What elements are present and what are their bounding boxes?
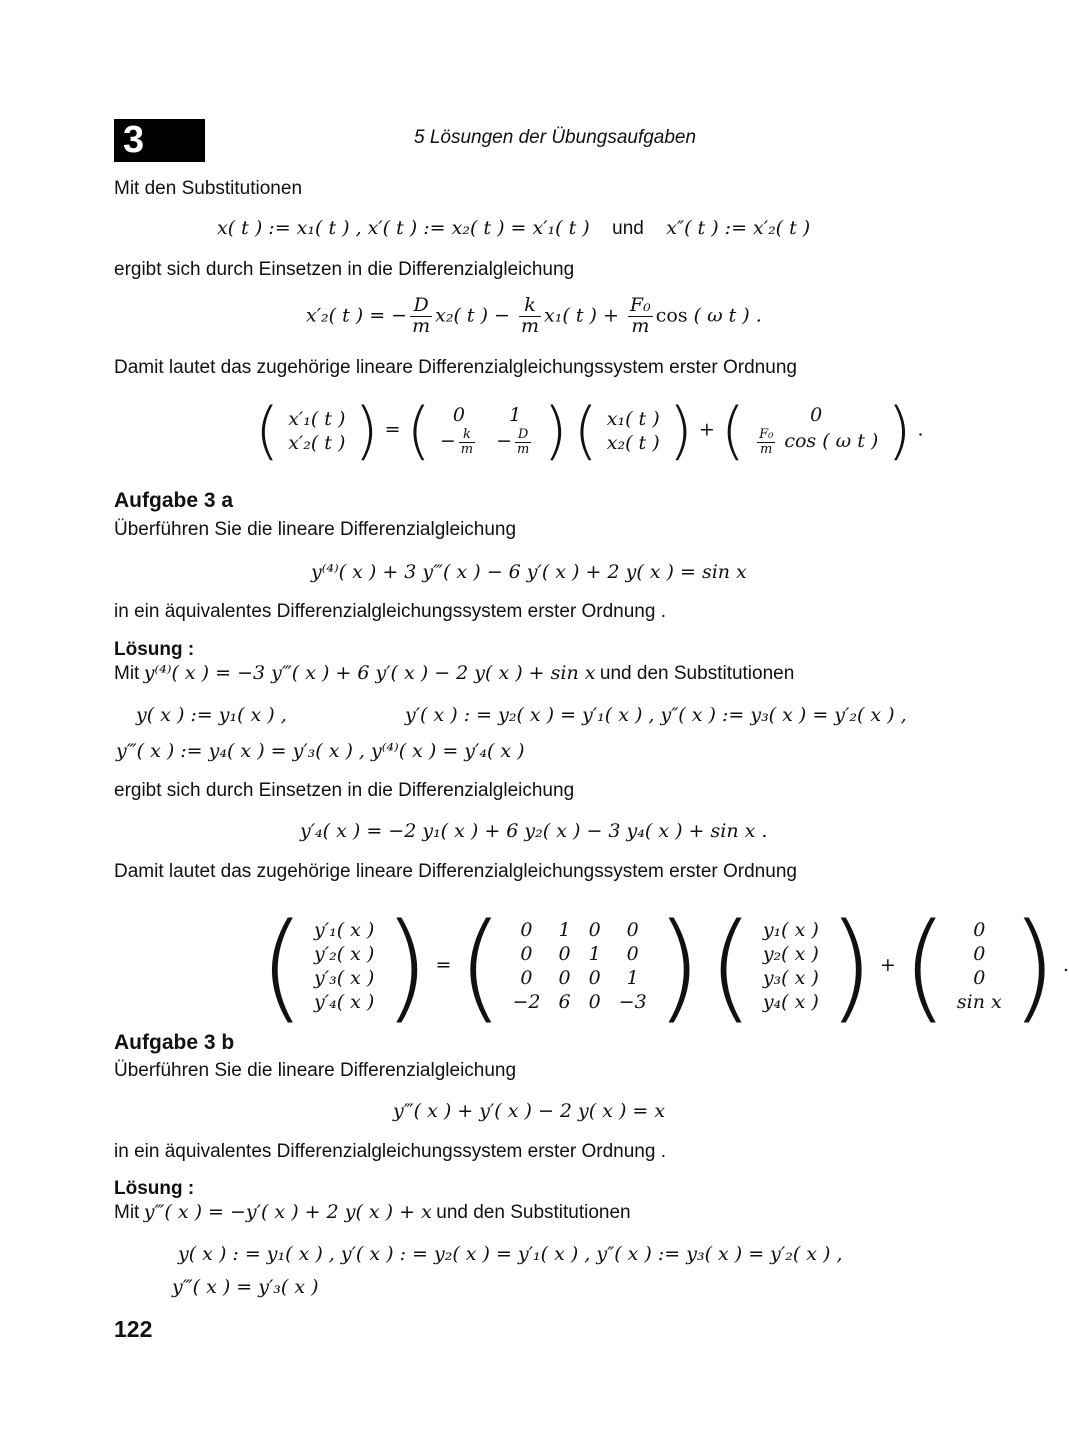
equation-x2-prime: x′₂( t ) = − $\frac{D}{m}$ x₂( t ) − $\frac{k}{m}$ x₁( t ) + $\frac{\text{F₀}}{m}$ cos ( ω t ) . xyxy=(306,294,762,337)
chapter-badge: 3 xyxy=(114,119,205,162)
exercise-3b-text2: in ein äquivalentes Differenzialgleichungssystem erster Ordnung . xyxy=(114,1141,667,1162)
matrix-equation-3a: ( y′₁( x ) y′₂( x ) y′₃( x ) y′₄( x ) ) = ( 0 1 0 0 0 0 1 0 0 0 0 1 −2 6 0 −3 ) ( y₁( x ) y₂( x ) y₃( x ) y₄( x ) ) + ( 0 0 0 sin x ) . xyxy=(259,897,1069,1035)
intro-text-einsetzen: ergibt sich durch Einsetzen in die Differenzialgleichung xyxy=(114,259,575,280)
exercise-3a-system: Damit lautet das zugehörige lineare Differenzialgleichungssystem erster Ordnung xyxy=(114,861,797,882)
solution-3a-mit-line xyxy=(114,662,794,686)
substitution-3a-3: y‴( x ) := y₄( x ) = y′₃( x ) , y⁽⁴⁾( x ) = y′₄( x ) xyxy=(116,740,525,762)
equation-3b: y‴( x ) + y′( x ) − 2 y( x ) = x xyxy=(393,1100,666,1122)
page-number: 122 xyxy=(114,1316,153,1342)
intro-text-system: Damit lautet das zugehörige lineare Differenzialgleichungssystem erster Ordnung xyxy=(114,357,797,378)
exercise-3a-einsetzen: ergibt sich durch Einsetzen in die Differenzialgleichung xyxy=(114,780,575,801)
matrix-equation-x: ( x′₁( t ) x′₂( t ) ) = ( 0 1 − $\frac{k}{m}$ − $\frac{D}{m}$ ) ( x₁( t ) x₂( t ) ) + ( 0 $\frac{\text{F₀}}{m}$ cos ( ω t ) ) . xyxy=(255,394,924,467)
mit-rest: und den Substitutionen xyxy=(436,1202,631,1223)
equation-part: y‴( x ) = −y′( x ) + 2 y( x ) + x xyxy=(143,1201,432,1223)
mit-word: Mit xyxy=(114,1202,140,1223)
equation-substitutions-x xyxy=(217,217,810,241)
equation-part: y⁽⁴⁾( x ) = −3 y‴( x ) + 6 y′( x ) − 2 y( x ) + sin x xyxy=(143,662,596,684)
exercise-3a-title: Aufgabe 3 a xyxy=(114,489,234,512)
exercise-3a-text2: in ein äquivalentes Differenzialgleichungssystem erster Ordnung . xyxy=(114,601,667,622)
solution-3b-label: Lösung : xyxy=(114,1178,195,1199)
exercise-3b-title: Aufgabe 3 b xyxy=(114,1031,235,1054)
substitution-3a-2: y′( x ) : = y₂( x ) = y′₁( x ) , y″( x ) := y₃( x ) = y′₂( x ) , xyxy=(405,704,907,726)
exercise-3a-text: Überführen Sie die lineare Differenzialgleichung xyxy=(114,519,517,540)
solution-3a-label: Lösung : xyxy=(114,639,195,660)
exercise-3b-text: Überführen Sie die lineare Differenzialgleichung xyxy=(114,1060,517,1081)
mit-word: Mit xyxy=(114,663,140,684)
equation-part: x″( t ) := x′₂( t ) xyxy=(666,217,811,239)
substitution-3b-1: y( x ) : = y₁( x ) , y′( x ) : = y₂( x ) = y′₁( x ) , y″( x ) := y₃( x ) = y′₂( x ) , xyxy=(178,1243,843,1265)
substitution-3a-1: y( x ) := y₁( x ) , xyxy=(136,704,287,726)
solution-3b-mit-line xyxy=(114,1201,631,1225)
intro-text-substitutions: Mit den Substitutionen xyxy=(114,178,303,199)
equation-3a-y4-prime: y′₄( x ) = −2 y₁( x ) + 6 y₂( x ) − 3 y₄( x ) + sin x . xyxy=(300,820,768,842)
und-word: und xyxy=(612,218,644,239)
running-head: 5 Lösungen der Übungsaufgaben xyxy=(414,127,697,148)
equation-part: x( t ) := x₁( t ) , x′( t ) := x₂( t ) = x′₁( t ) xyxy=(217,217,590,239)
equation-3a: y⁽⁴⁾( x ) + 3 y‴( x ) − 6 y′( x ) + 2 y( x ) = sin x xyxy=(311,561,747,583)
mit-rest: und den Substitutionen xyxy=(599,663,795,684)
substitution-3b-2: y‴( x ) = y′₃( x ) xyxy=(172,1276,319,1298)
